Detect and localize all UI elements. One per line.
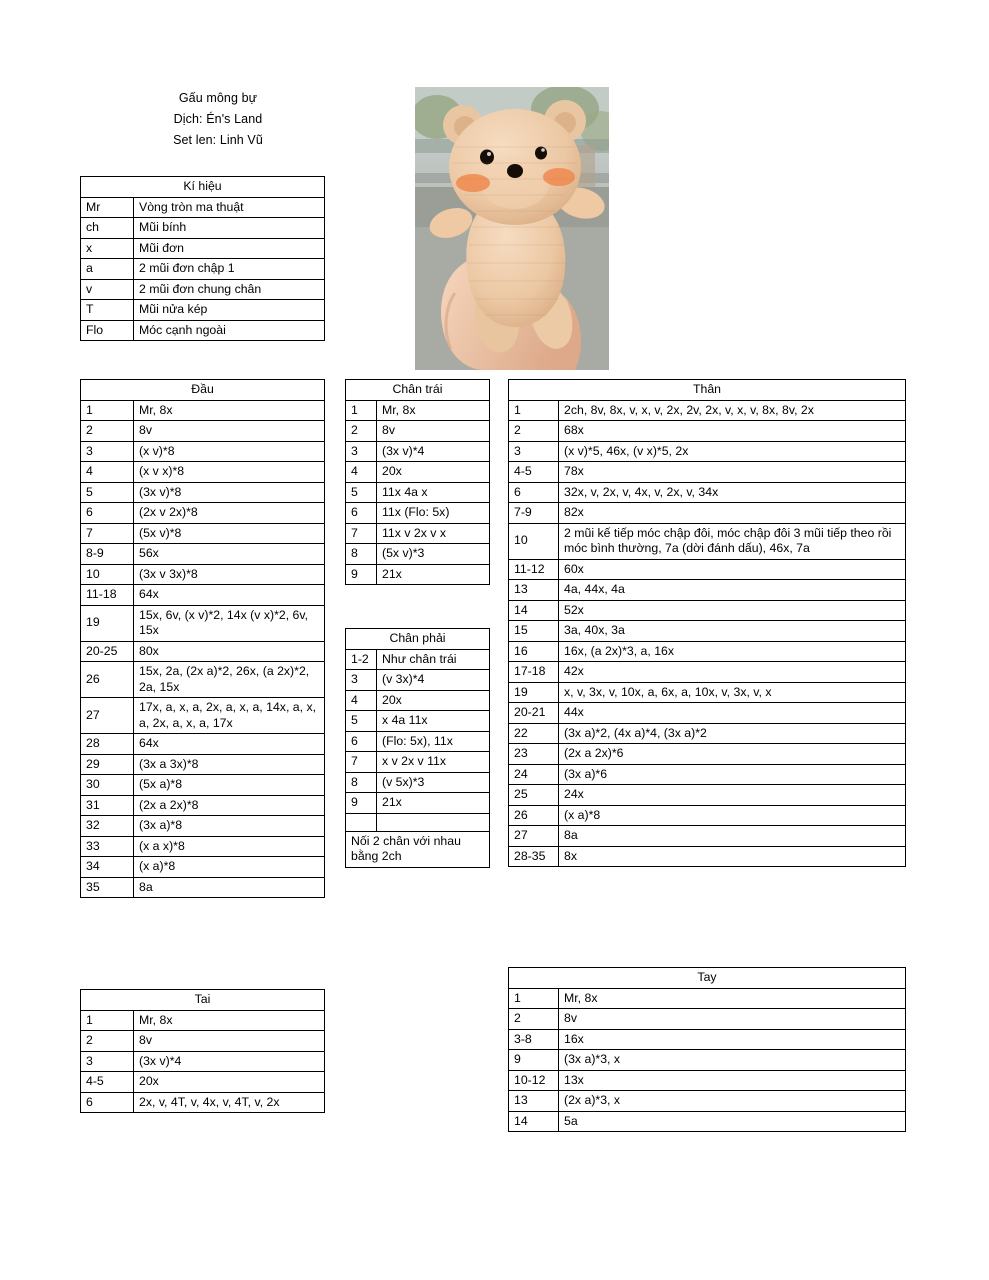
round-instruction: (x a)*8 <box>134 857 325 878</box>
round-number: 7 <box>346 752 377 773</box>
table-row <box>81 836 325 857</box>
round-instruction: (5x a)*8 <box>134 775 325 796</box>
round-instruction: 17x, a, x, a, 2x, a, x, a, 14x, a, x, a, 2x, a, x, a, 17x <box>134 698 325 734</box>
table-row <box>81 1092 325 1113</box>
table-row <box>346 482 490 503</box>
round-instruction: (5x v)*3 <box>377 544 490 565</box>
table-row <box>81 400 325 421</box>
table-row <box>81 564 325 585</box>
round-instruction: 20x <box>377 462 490 483</box>
table-row <box>81 1010 325 1031</box>
round-instruction: 15x, 6v, (x v)*2, 14x (v x)*2, 6v, 15x <box>134 605 325 641</box>
table-head-title: Đầu <box>81 380 325 401</box>
yarn-set-credit: Set len: Linh Vũ <box>173 133 263 147</box>
table-row <box>346 523 490 544</box>
round-number: 3 <box>346 441 377 462</box>
round-instruction: 32x, v, 2x, v, 4x, v, 2x, v, 34x <box>559 482 906 503</box>
round-number: 4 <box>346 690 377 711</box>
table-right-leg <box>345 628 490 868</box>
table-row <box>509 559 906 580</box>
table-row <box>81 605 325 641</box>
table-row <box>81 795 325 816</box>
table-left-leg-title: Chân trái <box>346 380 490 401</box>
round-instruction: 3a, 40x, 3a <box>559 621 906 642</box>
round-instruction: 8a <box>134 877 325 898</box>
round-instruction: (2x a)*3, x <box>559 1091 906 1112</box>
round-instruction: x 4a 11x <box>377 711 490 732</box>
round-instruction: (5x v)*8 <box>134 523 325 544</box>
table-legend <box>80 176 325 341</box>
table-row <box>81 754 325 775</box>
legend-meaning: Vòng tròn ma thuật <box>134 197 325 218</box>
round-instruction: (Flo: 5x), 11x <box>377 731 490 752</box>
legend-symbol: ch <box>81 218 134 239</box>
round-number: 1 <box>509 400 559 421</box>
round-number: 7 <box>81 523 134 544</box>
round-number: 1-2 <box>346 649 377 670</box>
bear-photo <box>415 87 609 370</box>
round-instruction: 15x, 2a, (2x a)*2, 26x, (a 2x)*2, 2a, 15x <box>134 662 325 698</box>
table-row <box>509 703 906 724</box>
legend-meaning: Mũi bính <box>134 218 325 239</box>
round-number: 17-18 <box>509 662 559 683</box>
round-number: 9 <box>509 1050 559 1071</box>
legend-symbol: T <box>81 300 134 321</box>
round-number: 1 <box>81 1010 134 1031</box>
round-number: 35 <box>81 877 134 898</box>
table-row <box>81 734 325 755</box>
table-row <box>346 752 490 773</box>
round-number: 4 <box>346 462 377 483</box>
round-instruction: 21x <box>377 793 490 814</box>
round-number: 20-21 <box>509 703 559 724</box>
round-instruction: (v 5x)*3 <box>377 772 490 793</box>
round-number: 1 <box>346 400 377 421</box>
round-instruction: 44x <box>559 703 906 724</box>
round-number: 7-9 <box>509 503 559 524</box>
translator-credit: Dịch: Én's Land <box>173 112 263 126</box>
round-instruction: (3x a)*2, (4x a)*4, (3x a)*2 <box>559 723 906 744</box>
round-instruction: (2x a 2x)*6 <box>559 744 906 765</box>
round-number: 9 <box>346 793 377 814</box>
table-row <box>81 238 325 259</box>
round-number: 14 <box>509 1111 559 1132</box>
table-row <box>346 544 490 565</box>
round-number: 23 <box>509 744 559 765</box>
round-instruction: (3x a)*6 <box>559 764 906 785</box>
page-title: Gấu mông bự <box>178 91 258 105</box>
table-row <box>81 320 325 341</box>
table-row <box>346 670 490 691</box>
round-number: 10 <box>509 523 559 559</box>
table-row <box>509 1091 906 1112</box>
table-row <box>509 1070 906 1091</box>
round-number: 7 <box>346 523 377 544</box>
table-row <box>509 1029 906 1050</box>
round-instruction: 64x <box>134 734 325 755</box>
table-row <box>346 503 490 524</box>
table-row <box>509 1009 906 1030</box>
legend-meaning: Móc cạnh ngoài <box>134 320 325 341</box>
round-instruction: (3x v)*8 <box>134 482 325 503</box>
round-number: 28-35 <box>509 846 559 867</box>
round-instruction: 8v <box>134 421 325 442</box>
legend-meaning: 2 mũi đơn chung chân <box>134 279 325 300</box>
round-number: 10 <box>81 564 134 585</box>
round-number: 29 <box>81 754 134 775</box>
table-row <box>81 441 325 462</box>
table-row-note <box>346 831 490 867</box>
round-instruction: (v 3x)*4 <box>377 670 490 691</box>
bear-photo-illustration <box>415 87 609 370</box>
round-instruction: 5a <box>559 1111 906 1132</box>
table-row <box>509 600 906 621</box>
table-row <box>509 723 906 744</box>
round-instruction: 68x <box>559 421 906 442</box>
table-row <box>81 279 325 300</box>
round-number: 34 <box>81 857 134 878</box>
round-number: 2 <box>509 1009 559 1030</box>
table-row <box>509 785 906 806</box>
round-instruction: 16x <box>559 1029 906 1050</box>
table-row <box>509 805 906 826</box>
table-row <box>346 649 490 670</box>
round-instruction: 20x <box>377 690 490 711</box>
table-ear <box>80 989 325 1113</box>
round-number: 2 <box>509 421 559 442</box>
table-row <box>81 857 325 878</box>
table-row <box>509 462 906 483</box>
legend-symbol: Mr <box>81 197 134 218</box>
round-number: 28 <box>81 734 134 755</box>
round-instruction: 2 mũi kế tiếp móc chập đôi, móc chập đôi 3 mũi tiếp theo rồi móc bình thường, 7a (dời đánh dấu), 46x, 7a <box>559 523 906 559</box>
table-row <box>509 1111 906 1132</box>
round-instruction: 8v <box>559 1009 906 1030</box>
round-number: 27 <box>81 698 134 734</box>
round-number: 3 <box>346 670 377 691</box>
round-instruction: 11x v 2x v x <box>377 523 490 544</box>
table-row <box>81 1031 325 1052</box>
round-number: 3-8 <box>509 1029 559 1050</box>
table-arm-title: Tay <box>509 968 906 989</box>
legend-symbol: x <box>81 238 134 259</box>
table-row <box>81 197 325 218</box>
round-number: 5 <box>81 482 134 503</box>
round-number: 6 <box>509 482 559 503</box>
round-instruction: 52x <box>559 600 906 621</box>
table-row <box>81 877 325 898</box>
table-row <box>81 775 325 796</box>
legend-symbol: v <box>81 279 134 300</box>
round-number: 4-5 <box>509 462 559 483</box>
table-row <box>509 682 906 703</box>
table-row <box>509 846 906 867</box>
table-row <box>509 641 906 662</box>
round-number: 1 <box>81 400 134 421</box>
round-number: 24 <box>509 764 559 785</box>
document-title-block <box>152 88 284 151</box>
round-instruction: (x a)*8 <box>559 805 906 826</box>
round-instruction: 60x <box>559 559 906 580</box>
round-instruction: Mr, 8x <box>134 400 325 421</box>
round-number: 10-12 <box>509 1070 559 1091</box>
table-row <box>81 462 325 483</box>
round-instruction: 21x <box>377 564 490 585</box>
round-number: 15 <box>509 621 559 642</box>
round-number: 3 <box>81 441 134 462</box>
round-instruction: 11x (Flo: 5x) <box>377 503 490 524</box>
round-instruction: 24x <box>559 785 906 806</box>
round-instruction: 8a <box>559 826 906 847</box>
legend-meaning: Mũi nửa kép <box>134 300 325 321</box>
round-number: 11-18 <box>81 585 134 606</box>
round-instruction: (3x v 3x)*8 <box>134 564 325 585</box>
round-number: 1 <box>509 988 559 1009</box>
round-instruction: 42x <box>559 662 906 683</box>
table-row <box>346 400 490 421</box>
round-instruction: 2x, v, 4T, v, 4x, v, 4T, v, 2x <box>134 1092 325 1113</box>
table-row <box>81 544 325 565</box>
round-instruction: 56x <box>134 544 325 565</box>
round-instruction: 82x <box>559 503 906 524</box>
round-number: 6 <box>346 731 377 752</box>
round-instruction: (x a x)*8 <box>134 836 325 857</box>
table-row <box>81 218 325 239</box>
table-row <box>81 421 325 442</box>
round-number: 3 <box>81 1051 134 1072</box>
round-number: 27 <box>509 826 559 847</box>
table-row <box>346 731 490 752</box>
table-row <box>509 621 906 642</box>
table-row <box>509 441 906 462</box>
round-instruction: (x v)*8 <box>134 441 325 462</box>
round-number: 11-12 <box>509 559 559 580</box>
round-instruction: Mr, 8x <box>559 988 906 1009</box>
round-number: 9 <box>346 564 377 585</box>
round-number: 22 <box>509 723 559 744</box>
table-body <box>508 379 906 867</box>
round-instruction: (3x a)*3, x <box>559 1050 906 1071</box>
table-row <box>509 744 906 765</box>
round-instruction: x v 2x v 11x <box>377 752 490 773</box>
table-row <box>346 462 490 483</box>
round-instruction: 20x <box>134 1072 325 1093</box>
round-number: 26 <box>509 805 559 826</box>
table-arm <box>508 967 906 1132</box>
round-instruction: (2x v 2x)*8 <box>134 503 325 524</box>
legend-symbol: a <box>81 259 134 280</box>
round-number: 33 <box>81 836 134 857</box>
table-row <box>509 523 906 559</box>
round-instruction: 78x <box>559 462 906 483</box>
round-number: 8 <box>346 544 377 565</box>
table-row <box>509 400 906 421</box>
table-row <box>81 259 325 280</box>
round-instruction: 4a, 44x, 4a <box>559 580 906 601</box>
table-row <box>346 772 490 793</box>
table-row <box>509 421 906 442</box>
round-instruction: 8v <box>377 421 490 442</box>
round-instruction: 2ch, 8v, 8x, v, x, v, 2x, 2v, 2x, v, x, v, 8x, 8v, 2x <box>559 400 906 421</box>
round-number: 19 <box>509 682 559 703</box>
table-row <box>81 482 325 503</box>
table-right-leg-title: Chân phải <box>346 629 490 650</box>
round-instruction: (3x v)*4 <box>134 1051 325 1072</box>
table-row <box>346 441 490 462</box>
table-row <box>346 813 490 831</box>
table-row <box>509 580 906 601</box>
legend-meaning: Mũi đơn <box>134 238 325 259</box>
table-row <box>346 793 490 814</box>
round-number: 13 <box>509 1091 559 1112</box>
table-row <box>509 1050 906 1071</box>
table-row <box>81 816 325 837</box>
spacer-cell <box>346 813 377 831</box>
round-instruction: x, v, 3x, v, 10x, a, 6x, a, 10x, v, 3x, v, x <box>559 682 906 703</box>
table-row <box>81 503 325 524</box>
round-instruction: 16x, (a 2x)*3, a, 16x <box>559 641 906 662</box>
round-instruction: 11x 4a x <box>377 482 490 503</box>
spacer-cell <box>377 813 490 831</box>
right-leg-note: Nối 2 chân với nhau bằng 2ch <box>346 831 490 867</box>
table-row <box>509 764 906 785</box>
round-instruction: Mr, 8x <box>134 1010 325 1031</box>
round-instruction: (2x a 2x)*8 <box>134 795 325 816</box>
round-number: 25 <box>509 785 559 806</box>
round-number: 5 <box>346 711 377 732</box>
round-number: 2 <box>346 421 377 442</box>
round-instruction: (3x a)*8 <box>134 816 325 837</box>
table-row <box>81 300 325 321</box>
round-instruction: (3x a 3x)*8 <box>134 754 325 775</box>
round-number: 8 <box>346 772 377 793</box>
round-instruction: 64x <box>134 585 325 606</box>
legend-symbol: Flo <box>81 320 134 341</box>
round-number: 13 <box>509 580 559 601</box>
round-number: 26 <box>81 662 134 698</box>
table-row <box>346 421 490 442</box>
table-row <box>509 503 906 524</box>
table-legend-title: Kí hiệu <box>81 177 325 198</box>
round-instruction: 8v <box>134 1031 325 1052</box>
table-body-title: Thân <box>509 380 906 401</box>
round-number: 30 <box>81 775 134 796</box>
round-instruction: (x v x)*8 <box>134 462 325 483</box>
round-instruction: 13x <box>559 1070 906 1091</box>
round-instruction: Mr, 8x <box>377 400 490 421</box>
table-row <box>81 698 325 734</box>
table-row <box>509 826 906 847</box>
table-row <box>346 711 490 732</box>
table-row <box>346 564 490 585</box>
round-number: 16 <box>509 641 559 662</box>
round-instruction: 80x <box>134 641 325 662</box>
table-row <box>81 1072 325 1093</box>
table-row <box>81 641 325 662</box>
round-number: 5 <box>346 482 377 503</box>
round-number: 6 <box>81 503 134 524</box>
round-number: 6 <box>346 503 377 524</box>
round-number: 31 <box>81 795 134 816</box>
round-number: 2 <box>81 1031 134 1052</box>
table-row <box>509 482 906 503</box>
table-head <box>80 379 325 898</box>
table-row <box>81 585 325 606</box>
table-row <box>81 662 325 698</box>
round-number: 20-25 <box>81 641 134 662</box>
table-row <box>81 1051 325 1072</box>
round-number: 2 <box>81 421 134 442</box>
round-instruction: (x v)*5, 46x, (v x)*5, 2x <box>559 441 906 462</box>
round-number: 3 <box>509 441 559 462</box>
round-number: 6 <box>81 1092 134 1113</box>
round-number: 4-5 <box>81 1072 134 1093</box>
round-number: 14 <box>509 600 559 621</box>
table-left-leg <box>345 379 490 585</box>
round-number: 19 <box>81 605 134 641</box>
round-instruction: Như chân trái <box>377 649 490 670</box>
round-number: 8-9 <box>81 544 134 565</box>
table-row <box>509 662 906 683</box>
table-row <box>346 690 490 711</box>
round-instruction: 8x <box>559 846 906 867</box>
round-number: 32 <box>81 816 134 837</box>
table-row <box>81 523 325 544</box>
legend-meaning: 2 mũi đơn chập 1 <box>134 259 325 280</box>
round-instruction: (3x v)*4 <box>377 441 490 462</box>
round-number: 4 <box>81 462 134 483</box>
table-row <box>509 988 906 1009</box>
table-ear-title: Tai <box>81 990 325 1011</box>
